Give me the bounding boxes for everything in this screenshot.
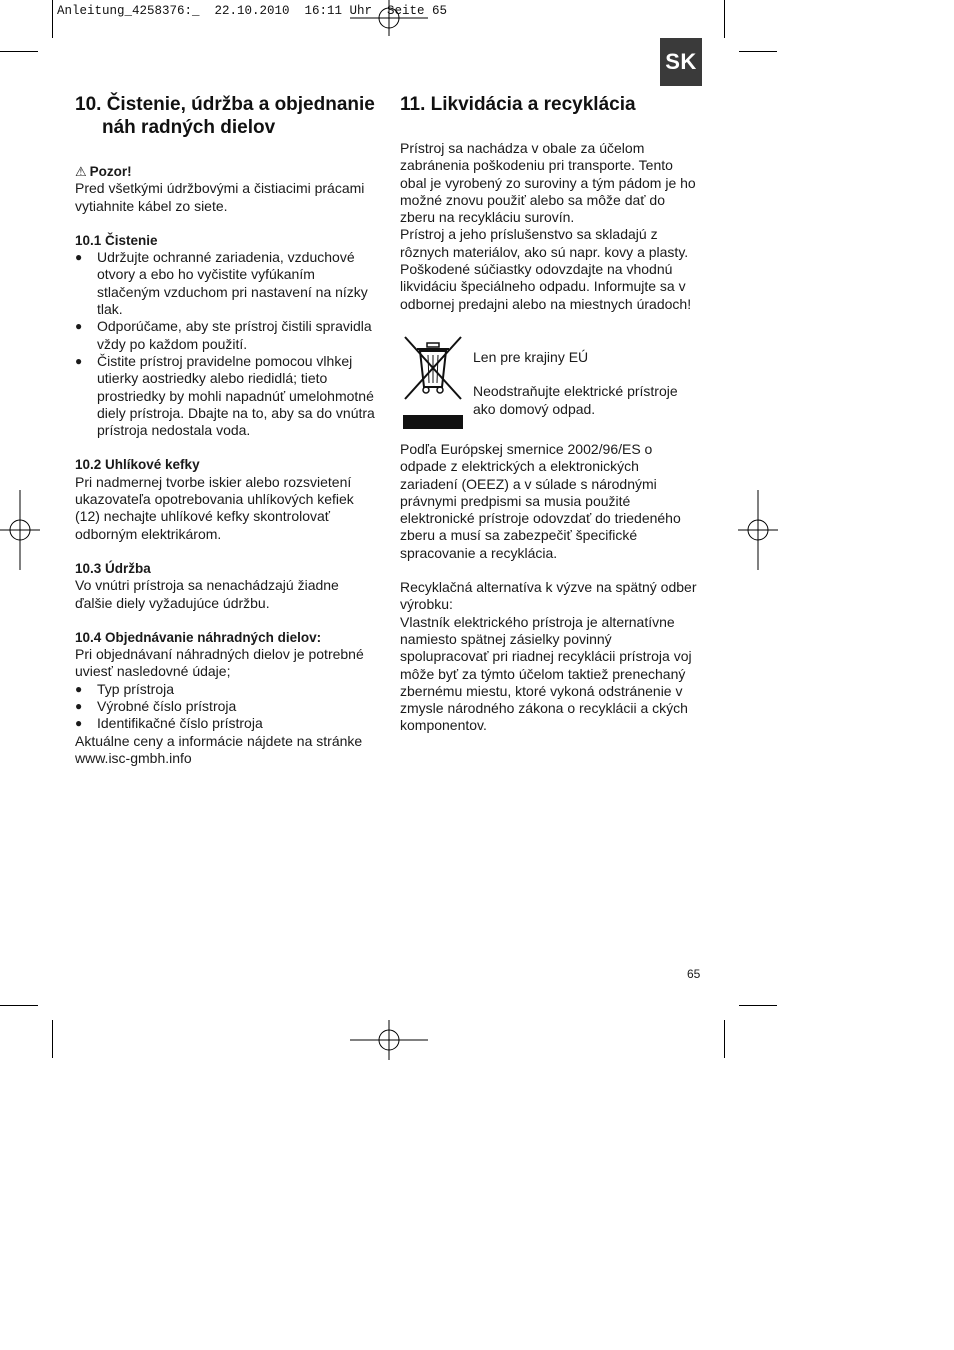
warning-label: Pozor! [89,164,132,179]
language-badge: SK [660,38,702,86]
section-10-4-outro: Aktuálne ceny a informácie nájdete na stránke www.isc-gmbh.info [75,732,363,766]
crossed-out-bin-icon [403,335,463,429]
list-item: ● Typ prístroja [75,681,380,698]
disposal-paragraph-2: Prístroj a jeho príslušenstvo sa skladajú z rôznych materiálov, ako sú napr. kovy a plasty. Poškodené súčiastky odovzdajte na vhodnú likvidáciu špeciálneho odpadu. Informujte sa v odbornej predajni alebo na miestnych úradoch! [400,226,692,312]
disposal-paragraph-3: Podľa Európskej smernice 2002/96/ES o odpade z elektrických a elektronických zariadení (OEEZ) a v súlade s národnými právnymi predpismi sa musia použité elektronické prístroje odovzdať do triedeného zberu a musí sa zabezpečiť špecifické spracovanie a recyklácia. [400,440,681,561]
section-10-4-heading: 10.4 Objednávanie náhradných dielov: [75,629,322,645]
warning-text: Pred všetkými údržbovými a čistiacimi prácami vytiahnite kábel zo siete. [75,180,365,214]
section-10-title: 10. Čistenie, údržba a objednanie náh radných dielov [75,94,375,138]
section-10-3-heading: 10.3 Údržba [75,560,151,576]
warning-heading [75,163,380,180]
cleaning-list [75,249,380,439]
right-column [400,93,700,735]
section-10-2-text: Pri nadmernej tvorbe iskier alebo rozsvietení ukazovateľa opotrebovania uhlíkových kefiek (12) nechajte uhlíkové kefky skontrolovať odborným elektrikárom. [75,473,354,542]
list-item: ● Výrobné číslo prístroja [75,698,380,715]
section-10-3-text: Vo vnútri prístroja sa nenachádzajú žiadne ďalšie diely vyžadujúce údržbu. [75,577,339,611]
section-10-4-intro: Pri objednávaní náhradných dielov je potrebné uviesť nasledovné údaje; [75,646,364,680]
page-number: 65 [687,967,701,981]
warning-triangle-icon: ⚠ [75,164,87,179]
list-item: ● Identifikačné číslo prístroja [75,715,380,732]
weee-warning: Neodstraňujte elektrické prístroje ako domový odpad. [473,383,678,417]
weee-notice [400,335,700,431]
left-column [75,93,380,767]
list-item: ● Udržujte ochranné zariadenia, vzduchové otvory a ebo ho vyčistite vyfúkaním stlačeným vzduchom pri nastavení na nízky tlak. [75,249,380,318]
section-10-1-heading: 10.1 Čistenie [75,232,158,248]
weee-eu-only: Len pre krajiny EÚ [473,348,589,365]
order-info-list [75,681,380,733]
list-item: ● Odporúčame, aby ste prístroj čistili spravidla vždy po každom použití. [75,318,380,353]
section-10-2-heading: 10.2 Uhlíkové kefky [75,457,200,473]
print-slug: Anleitung_4258376:_ 22.10.2010 16:11 Uhr Seite 65 [57,4,448,18]
disposal-paragraph-4b: Vlastník elektrického prístroja je alternatívne namiesto spätnej zásielky povinný spolupracovať pri riadnej recyklácii prístroja voj môže byť za týmto účelom taktiež prenechaný zbernému miestu, ktoré vykoná odstránenie v zmysle národného zákona o recyklácii a ckých komponentov. [400,613,692,734]
disposal-paragraph-1: Prístroj sa nachádza v obale za účelom zabránenia poškodeniu pri transporte. Tento obal je vyrobený zo suroviny a tým pádom je ho možné znovu použiť alebo sa môže dať do zberu na recykláciu surovín. [400,140,696,226]
disposal-paragraph-4a: Recyklačná alternatíva k výzve na spätný odber výrobku: [400,579,697,613]
section-11-title: 11. Likvidácia a recyklácia [400,94,636,115]
list-item: ● Čistite prístroj pravidelne pomocou vlhkej utierky aostriedky alebo riedidlá; tieto prostriedky by mohli napadnúť umelohmotné diely prístroja. Dbajte na to, aby sa do vnútra prístroja nedostala voda. [75,353,380,439]
